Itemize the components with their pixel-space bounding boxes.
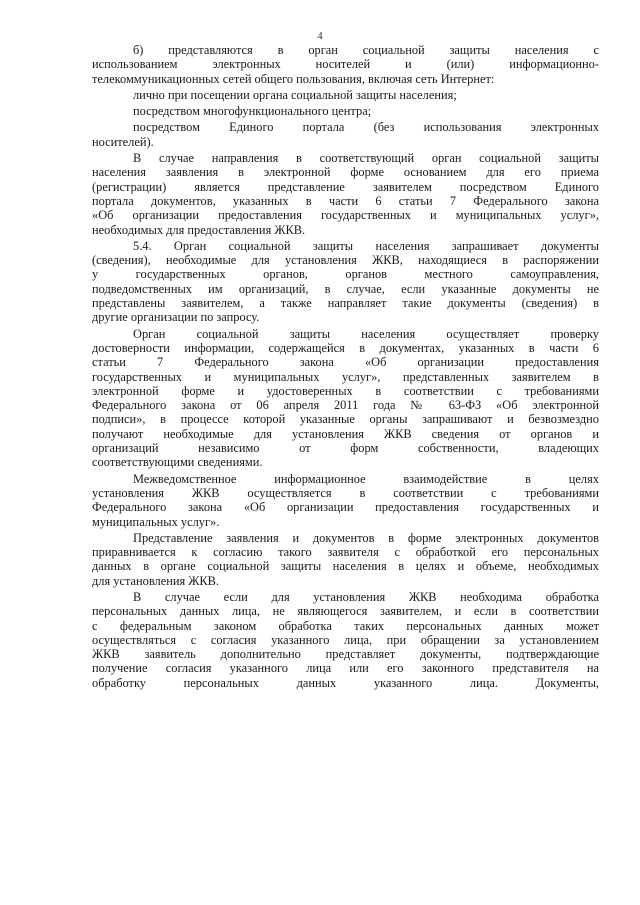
text-line: ЖКВ заявитель дополнительно представляет документы, подтверждающие (92, 647, 599, 662)
page-number: 4 (317, 31, 323, 42)
text-line: у государственных органов, органов местного самоуправления, (92, 267, 599, 282)
text-line: посредством Единого портала (без использования электронных (133, 120, 599, 135)
text-line: посредством многофункционального центра; (133, 104, 372, 119)
text-line: лично при посещении органа социальной защиты населения; (133, 87, 457, 102)
text-line: 5.4. Орган социальной защиты населения запрашивает документы (133, 238, 599, 253)
text-line: подписи», в процессе которой указанные органы запрашивают и безвозмездно (92, 412, 599, 427)
text-line: достоверности информации, содержащейся в документах, указанных в части 6 (92, 340, 599, 355)
text-line: данных в органе социальной защиты населения в целях и объеме, необходимых (92, 559, 599, 574)
text-line: носителей). (92, 134, 154, 149)
text-line: В случае направления в соответствующий орган социальной защиты (133, 151, 599, 166)
text-line: населения заявления в электронной форме основанием для его приема (92, 165, 599, 180)
text-line: «Об организации предоставления государственных и муниципальных услуг», (92, 208, 599, 223)
text-line: установления ЖКВ осуществляется в соответствии с требованиями (92, 485, 599, 500)
text-line: Федерального закона от 06 апреля 2011 года № 63-ФЗ «Об электронной (92, 398, 599, 413)
text-line: б) представляются в орган социальной защиты населения с (133, 43, 599, 57)
text-line: необходимых для предоставления ЖКВ. (92, 222, 306, 237)
text-line: другие организации по запросу. (92, 310, 260, 325)
text-line: муниципальных услуг». (92, 514, 220, 529)
text-line: представлены заявителем, а также направляет такие документы (сведения) в (92, 296, 599, 311)
text-line: портала документов, указанных в части 6 статьи 7 Федерального закона (92, 193, 599, 208)
text-line: осуществляться с согласия указанного лица, при обращении за установлением (92, 632, 599, 647)
text-line: подведомственных им организаций, в случае, если указанные документы не (92, 281, 599, 296)
text-line: приравнивается к согласию такого заявителя с обработкой его персональных (92, 545, 599, 560)
text-line: с федеральным законом обработка таких персональных данных может (92, 618, 599, 633)
text-line: Федерального закона «Об организации предоставления государственных и (92, 500, 599, 515)
text-line: В случае если для установления ЖКВ необходима обработка (133, 589, 599, 604)
text-line: обработку персональных данных указанного лица. Документы, (92, 675, 599, 690)
text-line: Орган социальной защиты населения осуществляет проверку (133, 326, 599, 341)
text-line: организаций независимо от форм собственности, владеющих (92, 441, 599, 456)
text-line: получение согласия указанного лица или его законного представителя на (92, 661, 599, 676)
text-line: Межведомственное информационное взаимодействие в целях (133, 471, 599, 486)
text-line: телекоммуникационных сетей общего пользования, включая сеть Интернет: (92, 71, 495, 86)
text-line: электронной форме и удостоверенных в соответствии с требованиями (92, 383, 599, 398)
document-body (92, 43, 599, 690)
text-line: Представление заявления и документов в форме электронных документов (133, 530, 599, 545)
text-line: получают необходимые для установления ЖКВ сведения от органов и (92, 426, 599, 441)
text-line: государственных и муниципальных услуг», представленных заявителем в (92, 369, 599, 384)
text-line: соответствующими сведениями. (92, 455, 263, 470)
text-line: (сведения), необходимые для установления ЖКВ, находящиеся в распоряжении (92, 253, 599, 268)
text-line: использованием электронных носителей и (или) информационно- (92, 57, 599, 72)
text-line: для установления ЖКВ. (92, 573, 220, 588)
text-line: статьи 7 Федерального закона «Об организации предоставления (92, 355, 599, 370)
text-line: (регистрации) является представление заявителем посредством Единого (92, 179, 599, 194)
text-line: персональных данных лица, не являющегося заявителем, и если в соответствии (92, 604, 599, 619)
